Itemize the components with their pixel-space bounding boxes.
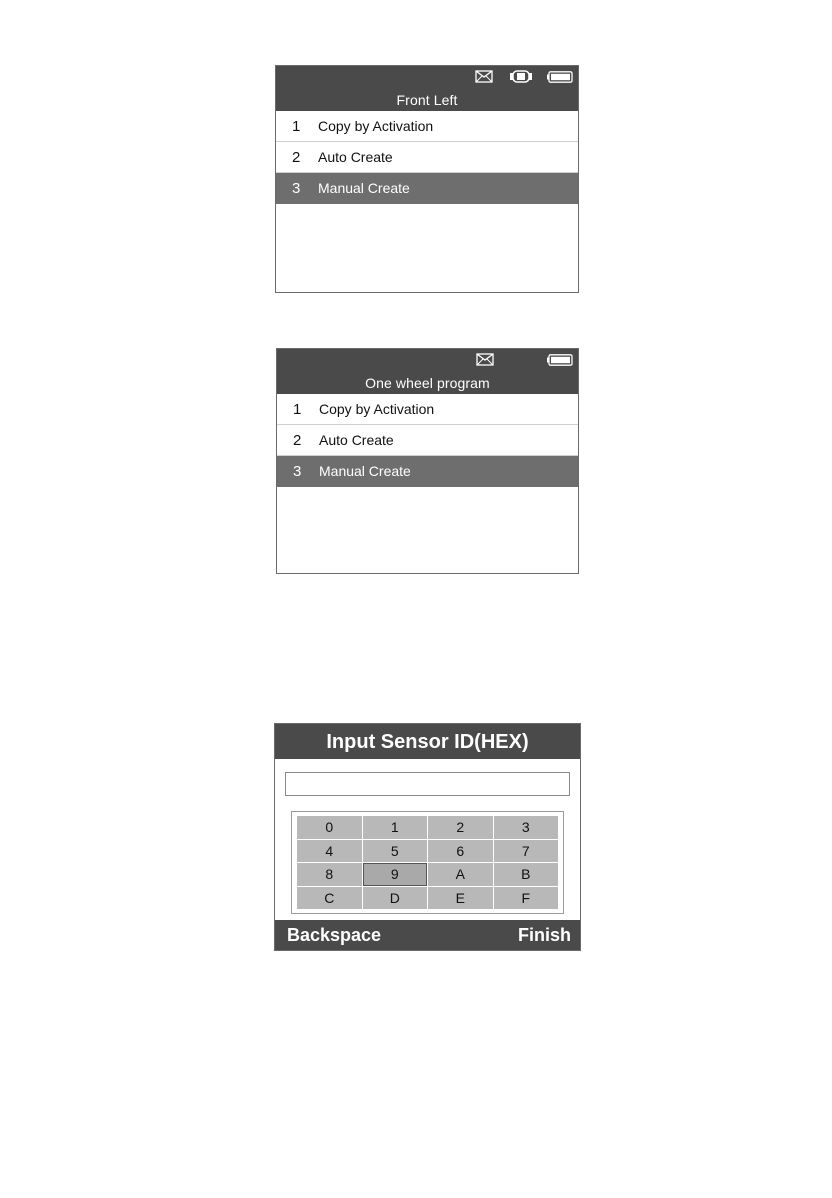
key-2[interactable]: 2: [428, 816, 493, 839]
screen-header: [277, 349, 578, 394]
key-3[interactable]: 3: [494, 816, 559, 839]
menu-item-number: 2: [292, 148, 301, 166]
screen-title: Front Left: [396, 92, 458, 108]
screen-header: [276, 66, 578, 111]
key-1[interactable]: 1: [363, 816, 428, 839]
menu-item-number: 3: [293, 462, 302, 480]
key-7[interactable]: 7: [494, 840, 559, 863]
mail-icon: [475, 70, 493, 83]
key-e[interactable]: E: [428, 887, 493, 910]
menu-screen-one-wheel-program: [276, 348, 579, 574]
screen-title: One wheel program: [365, 375, 490, 391]
key-f[interactable]: F: [494, 887, 559, 910]
menu-item-copy-by-activation[interactable]: [277, 394, 578, 425]
key-b[interactable]: B: [494, 863, 559, 886]
key-5[interactable]: 5: [363, 840, 428, 863]
mail-icon: [476, 353, 494, 366]
key-0[interactable]: 0: [297, 816, 362, 839]
backspace-button[interactable]: Backspace: [287, 925, 382, 945]
hex-keypad: [291, 811, 564, 914]
sensor-id-input-screen: [274, 723, 581, 951]
menu-item-copy-by-activation[interactable]: [276, 111, 578, 142]
menu-item-label: Auto Create: [319, 432, 394, 448]
menu-item-number: 1: [293, 400, 302, 418]
menu-item-auto-create[interactable]: [276, 142, 578, 173]
menu-item-label: Copy by Activation: [318, 118, 434, 134]
menu-item-number: 1: [292, 117, 301, 135]
menu-item-manual-create[interactable]: [277, 456, 578, 487]
menu-item-label: Manual Create: [319, 463, 411, 479]
menu-item-number: 3: [292, 179, 301, 197]
battery-icon: [547, 71, 573, 83]
screen-title: Input Sensor ID(HEX): [275, 724, 580, 759]
finish-button[interactable]: Finish: [518, 925, 571, 945]
key-d[interactable]: D: [363, 887, 428, 910]
menu-screen-front-left: [275, 65, 579, 293]
menu-item-auto-create[interactable]: [277, 425, 578, 456]
menu-item-number: 2: [293, 431, 302, 449]
sensor-id-input[interactable]: [285, 772, 570, 796]
key-a[interactable]: A: [428, 863, 493, 886]
key-4[interactable]: 4: [297, 840, 362, 863]
battery-icon: [547, 354, 573, 366]
key-6[interactable]: 6: [428, 840, 493, 863]
key-c[interactable]: C: [297, 887, 362, 910]
menu-item-label: Auto Create: [318, 149, 393, 165]
menu-item-manual-create[interactable]: [276, 173, 578, 204]
menu-list: [277, 394, 578, 487]
car-icon: [509, 70, 533, 83]
menu-list: [276, 111, 578, 204]
softkey-bar: [275, 920, 580, 950]
menu-item-label: Manual Create: [318, 180, 410, 196]
key-9[interactable]: 9: [363, 863, 428, 886]
menu-item-label: Copy by Activation: [319, 401, 435, 417]
key-8[interactable]: 8: [297, 863, 362, 886]
status-bar: [277, 353, 578, 367]
status-bar: [276, 70, 578, 84]
